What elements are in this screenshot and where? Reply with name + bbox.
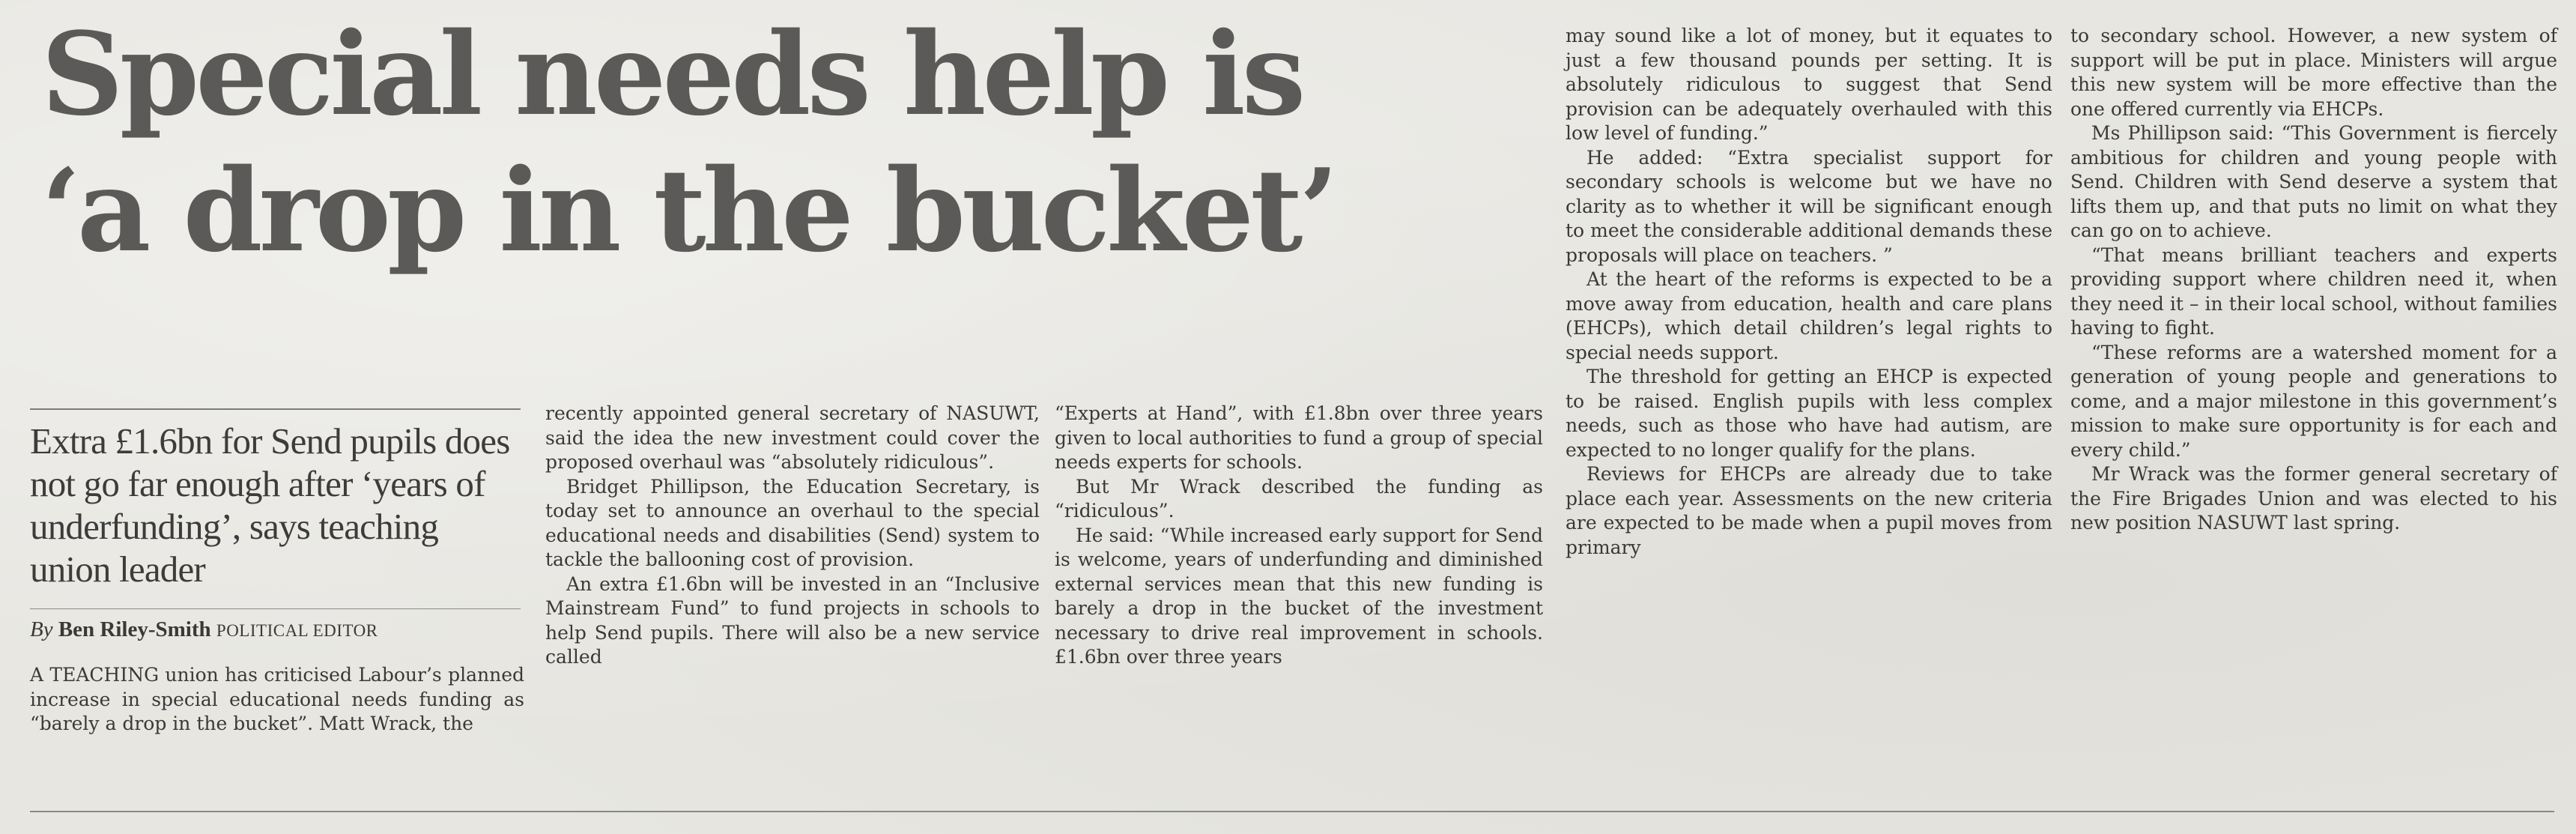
body-paragraph: Ms Phillipson said: “This Government is fiercely ambitious for children and young people with Send. Children with Send deserve a system that lifts them up, and that puts no limit on what they can go on to achieve. (2070, 122, 2557, 241)
body-paragraph: recently appointed general secretary of NASUWT, said the idea the new investment could cover the proposed overhaul was “absolutely ridiculous”. (545, 402, 1040, 473)
byline (30, 614, 532, 646)
body-paragraph: to secondary school. However, a new system of support will be put in place. Ministers will argue this new system will be more effective than the one offered currently via EHCPs. (2070, 25, 2557, 120)
body-paragraph: But Mr Wrack described the funding as “ridiculous”. (1055, 475, 1543, 522)
body-paragraph: may sound like a lot of money, but it equates to just a few thousand pounds per setting. It is absolutely ridiculous to suggest that Send provision can be adequately overhauled with this low level of funding.” (1566, 25, 2052, 144)
body-paragraph: “Experts at Hand”, with £1.8bn over three years given to local authorities to fund a group of special needs experts for schools. (1055, 402, 1543, 473)
body-paragraph: “That means brilliant teachers and experts providing support where children need it, when they need it – in their local school, without families having to fight. (2070, 244, 2557, 339)
body-paragraph: He said: “While increased early support for Send is welcome, years of underfunding and diminished external services mean that this new funding is barely a drop in the bucket of the investment necessary to drive real improvement in schools. £1.6bn over three years (1055, 524, 1543, 668)
standfirst: Extra £1.6bn for Send pupils does not go far enough after ‘years of underfunding’, says teaching union leader (30, 420, 510, 590)
body-paragraph: Mr Wrack was the former general secretary of the Fire Brigades Union and was elected to his new position NASUWT last spring. (2070, 463, 2557, 534)
bottom-rule (30, 811, 2554, 812)
headline-line-2: ‘a drop in the bucket’ (41, 143, 1336, 277)
body-paragraph: Reviews for EHCPs are already due to take place each year. Assessments on the new criteria are expected to be made when a pupil moves from primary (1566, 463, 2052, 558)
body-paragraph: He added: “Extra specialist support for secondary schools is welcome but we have no clarity as to whether it will be significant enough to meet the considerable additional demands these proposals will place on teachers. ” (1566, 146, 2052, 266)
body-column-4 (1566, 24, 2052, 560)
body-column-3 (1055, 402, 1543, 670)
byline-author: Ben Riley-Smith (58, 617, 211, 641)
standfirst-top-rule (30, 408, 521, 410)
byline-rule (30, 608, 521, 609)
body-column-1 (30, 663, 524, 737)
body-paragraph: At the heart of the reforms is expected to be a move away from education, health and care plans (EHCPs), which detail children’s legal rights to special needs support. (1566, 268, 2052, 363)
body-paragraph: “These reforms are a watershed moment for a generation of young people and generations to come, and a major milestone in this government’s mission to make sure opportunity is for each and every child.” (2070, 341, 2557, 461)
body-paragraph: Bridget Phillipson, the Education Secretary, is today set to announce an overhaul to the special educational needs and disabilities (Send) system to tackle the ballooning cost of provision. (545, 475, 1040, 570)
byline-by: By (30, 617, 53, 641)
body-paragraph: The threshold for getting an EHCP is expected to be raised. English pupils with less complex needs, such as those who have had autism, are expected to no longer qualify for the plans. (1566, 366, 2052, 461)
body-column-5 (2070, 24, 2557, 536)
body-paragraph: A TEACHING union has criticised Labour’s planned increase in special educational needs funding as “barely a drop in the bucket”. Matt Wrack, the (30, 664, 524, 734)
body-column-2 (545, 402, 1040, 670)
headline-line-1: Special needs help is (41, 7, 1303, 141)
byline-role: POLITICAL EDITOR (216, 621, 378, 640)
headline (41, 6, 1539, 279)
body-paragraph: An extra £1.6bn will be invested in an “Inclusive Mainstream Fund” to fund projects in schools to help Send pupils. There will also be a new service called (545, 572, 1040, 668)
